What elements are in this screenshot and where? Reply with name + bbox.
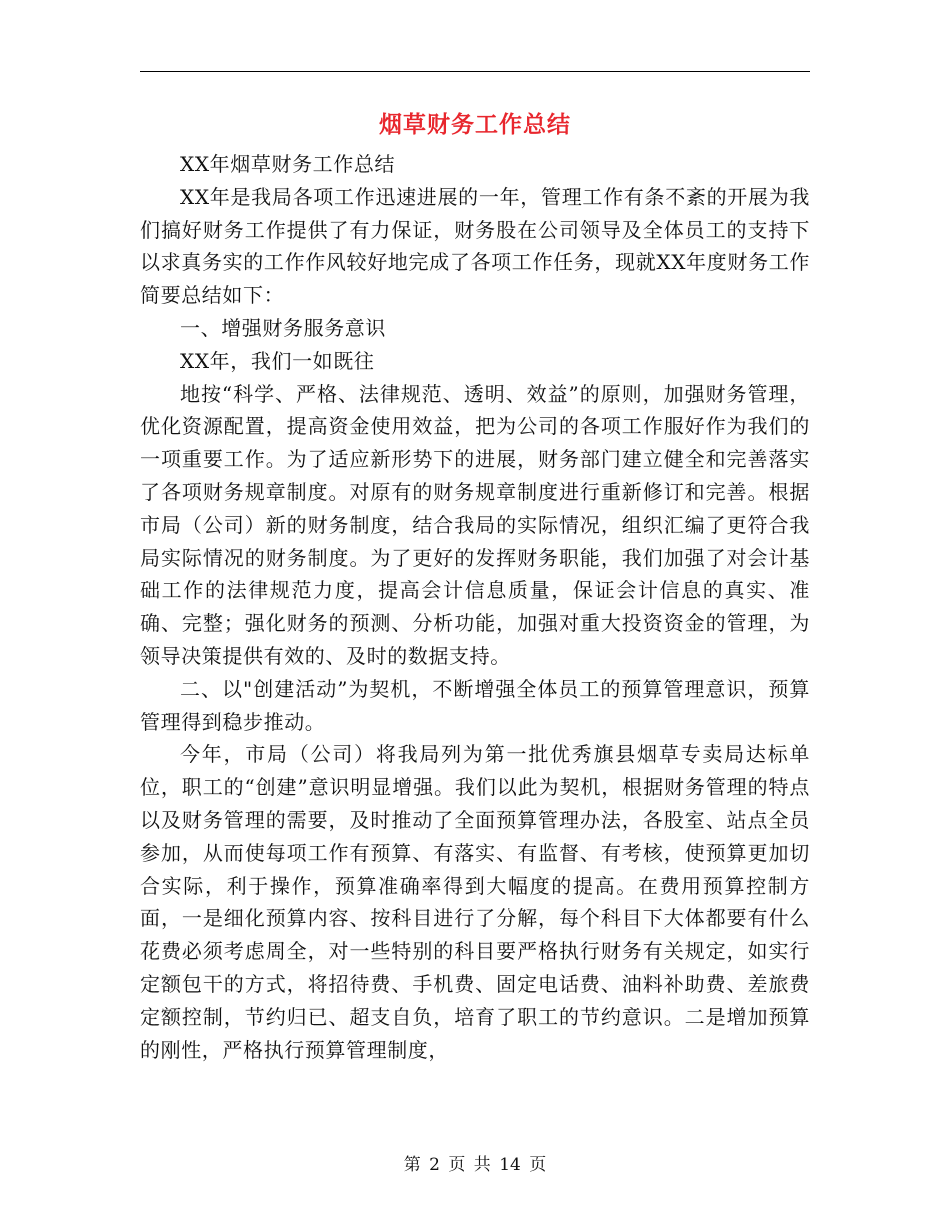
paragraph: 地按“科学、严格、法律规范、透明、效益”的原则，加强财务管理，优化资源配置，提高资金使用效益，把为公司的各项工作服好作为我们的一项重要工作。为了适应新形势下的进展，财务部门建立健全和完善落实了各项财务规章制度。对原有的财务规章制度进行重新修订和完善。根据市局（公司）新的财务制度，结合我局的实际情况，组织汇编了更符合我局实际情况的财务制度。为了更好的发挥财务职能，我们加强了对会计基础工作的法律规范力度，提高会计信息质量，保证会计信息的真实、准确、完整；强化财务的预测、分析功能，加强对重大投资资金的管理，为领导决策提供有效的、及时的数据支持。 [140,381,810,668]
paragraph: XX年是我局各项工作迅速进展的一年，管理工作有条不紊的开展为我们搞好财务工作提供了有力保证，财务股在公司领导及全体员工的支持下以求真务实的工作作风较好地完成了各项工作任务，现就XX年度财务工作简要总结如下： [140,184,810,308]
page-number-footer: 第 2 页 共 14 页 [403,1155,547,1175]
paragraph: XX年烟草财务工作总结 [180,152,396,176]
paragraph: XX年，我们一如既往 [180,348,375,373]
section-heading: 二、以"创建活动”为契机，不断增强全体员工的预算管理意识，预算管理得到稳步推动。 [140,676,810,734]
document-body [140,148,810,1066]
paragraph: 今年，市局（公司）将我局列为第一批优秀旗县烟草专卖局达标单位，职工的“创建”意识明显增强。我们以此为契机，根据财务管理的特点以及财务管理的需要，及时推动了全面预算管理办法，各股室、站点全员参加，从而使每项工作有预算、有落实、有监督、有考核，使预算更加切合实际，利于操作，预算准确率得到大幅度的提高。在费用预算控制方面，一是细化预算内容、按科目进行了分解，每个科目下大体都要有什么花费必须考虑周全，对一些特别的科目要严格执行财务有关规定，如实行定额包干的方式，将招待费、手机费、固定电话费、油料补助费、差旅费定额控制，节约归已、超支自负，培育了职工的节约意识。二是增加预算的刚性，严格执行预算管理制度， [140,742,810,1062]
document-title: 烟草财务工作总结 [379,112,571,138]
header-rule [140,71,810,72]
section-heading: 一、增强财务服务意识 [180,315,386,340]
